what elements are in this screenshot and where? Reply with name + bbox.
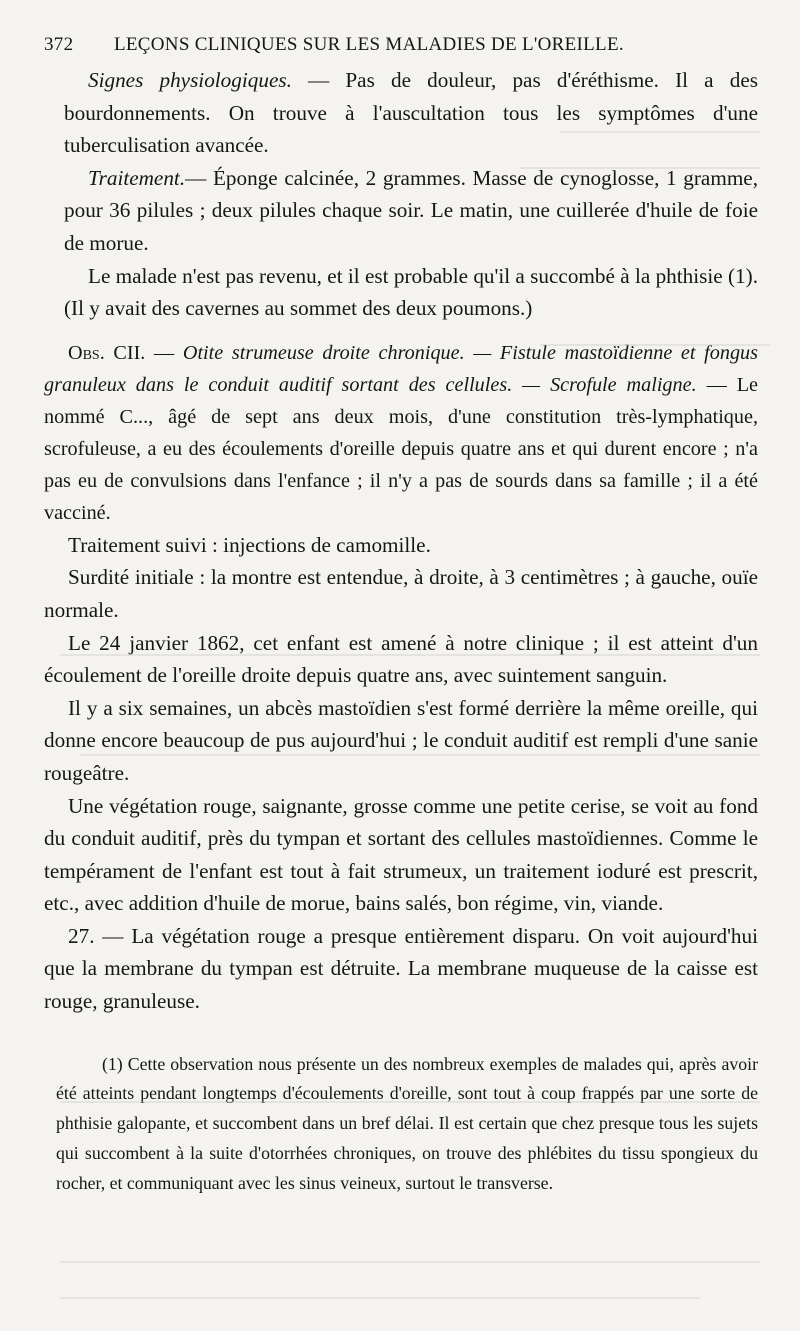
paragraph-treatment	[64, 162, 758, 260]
observation-dash: —	[145, 341, 183, 364]
paragraph-day-27: 27. — La végétation rouge a presque entièrement disparu. On voit aujourd'hui que la membrane du tympan est détruite. La membrane muqueuse de la caisse est rouge, granuleuse.	[44, 923, 758, 1014]
paragraph-vegetation: Une végétation rouge, saignante, grosse comme une petite cerise, se voit au fond du conduit auditif, près du tympan et sortant des cellules mastoïdiennes. Comme le tempérament de l'enfant est tout à fait strumeux, un traitement ioduré est prescrit, etc., avec addition d'huile de morue, bains salés, bon régime, vin, viande.	[44, 793, 758, 916]
paragraph-january-visit: Le 24 janvier 1862, cet enfant est amené à notre clinique ; il est atteint d'un écoulement de l'oreille droite depuis quatre ans, avec suintement sanguin.	[44, 630, 758, 688]
footnote-spacer	[44, 1018, 758, 1032]
running-title: LEÇONS CLINIQUES SUR LES MALADIES DE L'OREILLE.	[114, 34, 624, 55]
text-treatment: — Éponge calcinée, 2 grammes. Masse de cynoglosse, 1 gramme, pour 36 pilules ; deux pilules chaque soir. Le matin, une cuillerée d'huile de foie de morue.	[64, 165, 758, 255]
observation-label: Obs. CII.	[68, 341, 146, 364]
footnote	[44, 1050, 758, 1199]
label-physiological-signs: Signes physiologiques.	[88, 68, 292, 92]
observation-heading-paragraph	[44, 337, 758, 529]
paragraph-outcome: Le malade n'est pas revenu, et il est probable qu'il a succombé à la phthisie (1). (Il y avait des cavernes au sommet des deux poumons.)	[64, 263, 758, 321]
paragraph-mastoid-abscess: Il y a six semaines, un abcès mastoïdien s'est formé derrière la même oreille, qui donne encore beaucoup de pus aujourd'hui ; le conduit auditif est rempli d'une sanie rougeâtre.	[44, 695, 758, 785]
observation-text: — Le nommé C..., âgé de sept ans deux mois, d'une constitution très-lymphatique, scrofuleuse, a eu des écoulements d'oreille depuis quatre ans et qui durent encore ; n'a pas eu de convulsions dans l'enfance ; il n'y a pas de sourds dans sa famille ; il a été vacciné.	[44, 373, 759, 524]
page-number: 372	[44, 34, 74, 55]
text-physiological-signs: — Pas de douleur, pas d'éréthisme. Il a des bourdonnements. On trouve à l'auscultation tous les symptômes d'une tuberculisation avancée.	[64, 68, 758, 158]
label-treatment: Traitement.	[88, 165, 186, 190]
footnote-text: (1) Cette observation nous présente un des nombreux exemples de malades qui, après avoir été atteints pendant longtemps d'écoulements d'oreille, sont tout à coup frappés par une sorte de phthisie galopante, et succombent dans un bref délai. Il est certain que chez presque tous les sujets qui succombent à la suite d'otorrhées chroniques, on trouve des phlébites du tissu spongieux du rocher, et communiquant avec les sinus veineux, surtout le transverse.	[56, 1053, 758, 1193]
paragraph-physiological-signs	[64, 64, 758, 162]
page-header	[44, 34, 758, 56]
paragraph-initial-deafness: Surdité initiale : la montre est entendue, à droite, à 3 centimètres ; à gauche, ouïe normale.	[44, 565, 758, 622]
observation-title: Otite strumeuse droite chronique. — Fistule mastoïdienne et fongus granuleux dans le conduit auditif sortant des cellules. — Scrofule maligne.	[44, 341, 758, 396]
case-notes-block	[44, 64, 758, 325]
paragraph-treatment-followed: Traitement suivi : injections de camomille.	[68, 532, 431, 557]
